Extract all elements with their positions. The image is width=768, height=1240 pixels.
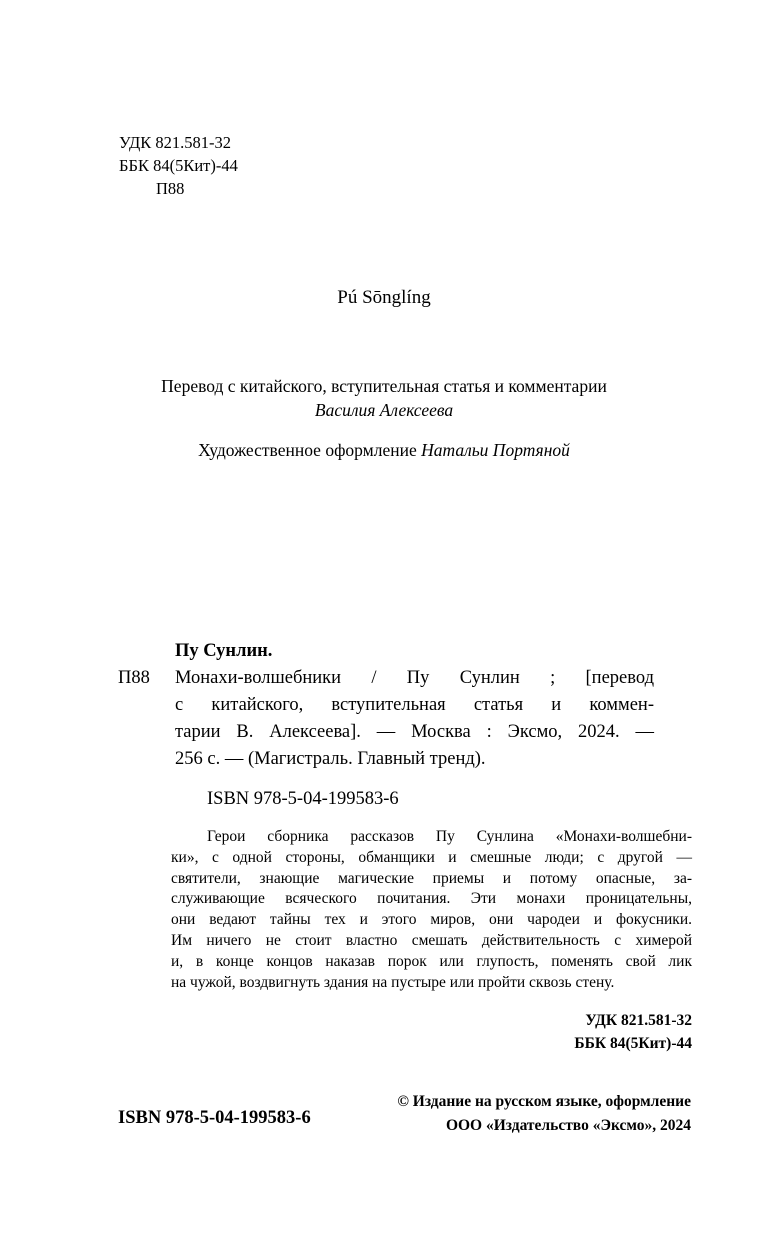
- copyright-line: © Издание на русском языке, оформление: [397, 1093, 691, 1110]
- catalog-line: тарии В. Алексеева]. — Москва : Эксмо, 2024. —: [175, 722, 654, 742]
- udk-code-bottom: УДК 821.581-32: [585, 1012, 692, 1029]
- catalog-entry: [118, 665, 654, 773]
- catalog-line: Монахи-волшебники / Пу Сунлин ; [перевод: [175, 668, 654, 688]
- annotation-line: и, в конце концов наказав порок или глупость, поменять свой лик: [171, 952, 692, 970]
- catalog-line: 256 с. — (Магистраль. Главный тренд).: [175, 749, 486, 769]
- designer-name: Натальи Портяной: [421, 440, 570, 460]
- annotation-line: они ведают тайны тех и этого миров, они чародеи и фокусники.: [171, 911, 692, 929]
- copyright-block: [397, 1090, 691, 1138]
- annotation-line: святители, знающие магические приемы и потому опасные, за-: [171, 869, 692, 887]
- catalog-isbn: ISBN 978-5-04-199583-6: [207, 789, 399, 809]
- annotation-line: Им ничего не стоит властно смешать действительность с химерой: [171, 931, 692, 949]
- bbk-code-top: ББК 84(5Кит)-44: [119, 156, 238, 175]
- copyright-line: ООО «Издательство «Эксмо», 2024: [445, 1117, 691, 1134]
- bbk-code-bottom: ББК 84(5Кит)-44: [574, 1035, 692, 1052]
- design-credit: [0, 440, 768, 461]
- catalog-line: с китайского, вступительная статья и коммен-: [175, 695, 654, 715]
- annotation-line: ки», с одной стороны, обманщики и смешные люди; с другой —: [171, 848, 692, 866]
- author-name-pinyin: Pú Sōnglíng: [337, 287, 431, 308]
- author-sign-catalog: П88: [118, 668, 150, 688]
- top-classification-block: [119, 131, 238, 200]
- bottom-classification-block: [574, 1009, 692, 1055]
- catalog-card: [118, 638, 654, 773]
- annotation-line: Герои сборника рассказов Пу Сунлина «Монахи-волшебни-: [207, 828, 692, 845]
- annotation-paragraph: [171, 827, 692, 993]
- footer-isbn: ISBN 978-5-04-199583-6: [118, 1108, 311, 1128]
- translator-name: Василия Алексеева: [314, 400, 454, 420]
- catalog-author: Пу Сунлин.: [175, 641, 273, 661]
- author-sign-top: П88: [156, 179, 185, 198]
- annotation-line: служивающие всяческого почитания. Эти монахи проницательны,: [171, 890, 692, 908]
- udk-code-top: УДК 821.581-32: [119, 133, 232, 152]
- translation-credit-line: Перевод с китайского, вступительная статья и комментарии: [161, 376, 607, 396]
- annotation-line: на чужой, воздвигнуть здания на пустыре или пройти сквозь стену.: [171, 973, 615, 991]
- translation-credit: [0, 374, 768, 422]
- design-credit-prefix: Художественное оформление: [198, 440, 422, 460]
